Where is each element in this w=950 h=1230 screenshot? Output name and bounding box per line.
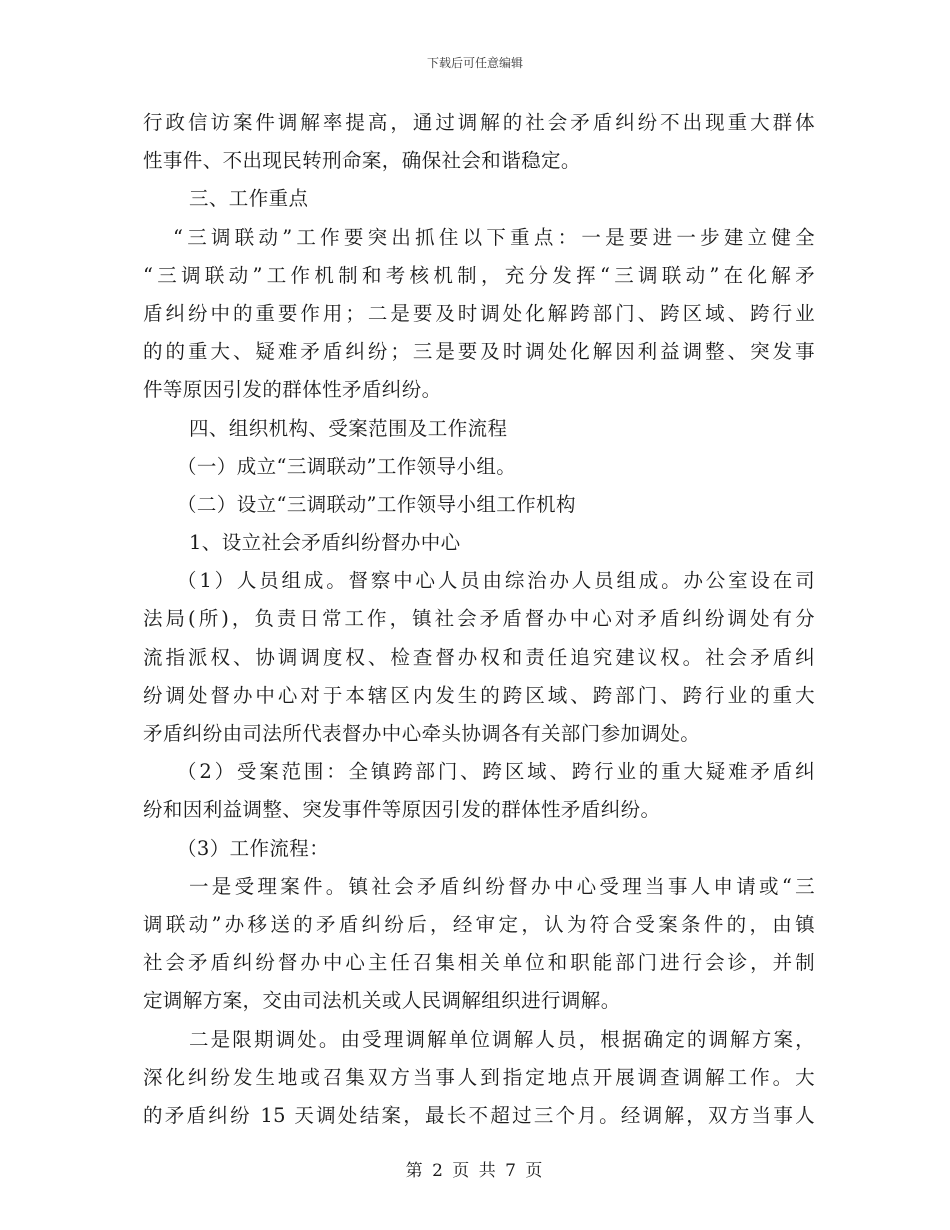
text-line: 纷调处督办中心对于本辖区内发生的跨区域、跨部门、跨行业的重大	[143, 683, 815, 707]
page-footer: 第 2 页 共 7 页	[405, 1161, 545, 1181]
text-line: “三调联动”工作要突出抓住以下重点：一是要进一步建立健全	[173, 225, 815, 249]
subsection-heading: （一）成立“三调联动”工作领导小组。	[177, 454, 517, 478]
text-line: 一是受理案件。镇社会矛盾纠纷督办中心受理当事人申请或“三	[189, 874, 815, 898]
text-line: 行政信访案件调解率提高，通过调解的社会矛盾纠纷不出现重大群体	[143, 111, 815, 134]
text-line: 定调解方案，交由司法机关或人民调解组织进行调解。	[143, 989, 621, 1013]
text-line: 性事件、不出现民转刑命案，确保社会和谐稳定。	[143, 149, 581, 173]
text-line: 纷和因利益调整、突发事件等原因引发的群体性矛盾纠纷。	[143, 798, 661, 822]
text-line: 社会矛盾纠纷督办中心主任召集相关单位和职能部门进行会诊，并制	[143, 951, 815, 975]
text-line: 件等原因引发的群体性矛盾纠纷。	[143, 378, 442, 402]
text-line: 矛盾纠纷由司法所代表督办中心牵头协调各有关部门参加调处。	[143, 722, 701, 745]
section-heading: 四、组织机构、受案范围及工作流程	[189, 416, 508, 440]
item-heading: （3）工作流程：	[177, 836, 330, 860]
text-line: 盾纠纷中的重要作用；二是要及时调处化解跨部门、跨区域、跨行业	[143, 301, 815, 325]
text-line: 二是限期调处。由受理调解单位调解人员，根据确定的调解方案，	[189, 1027, 815, 1051]
document-body	[143, 104, 815, 1135]
text-line: “三调联动”工作机制和考核机制，充分发挥“三调联动”在化解矛	[143, 263, 815, 287]
text-line: 法局(所)，负责日常工作，镇社会矛盾督办中心对矛盾纠纷调处有分	[143, 607, 815, 631]
section-heading: 三、工作重点	[189, 187, 309, 211]
text-line: 的的重大、疑难矛盾纠纷；三是要及时调处化解因利益调整、突发事	[143, 340, 815, 364]
text-line: 流指派权、协调调度权、检查督办权和责任追究建议权。社会矛盾纠	[143, 645, 815, 669]
text-line: （1）人员组成。督察中心人员由综治办人员组成。办公室设在司	[177, 569, 815, 593]
item-heading: 1、设立社会矛盾纠纷督办中心	[189, 531, 461, 555]
subsection-heading: （二）设立“三调联动”工作领导小组工作机构	[177, 492, 576, 516]
text-line: 的矛盾纠纷 15 天调处结案，最长不超过三个月。经调解，双方当事人	[143, 1103, 815, 1127]
text-line: 深化纠纷发生地或召集双方当事人到指定地点开展调查调解工作。大	[143, 1065, 815, 1089]
text-line: 调联动”办移送的矛盾纠纷后，经审定，认为符合受案条件的，由镇	[143, 912, 815, 936]
page-header: 下载后可任意编辑	[426, 56, 523, 70]
text-line: （2）受案范围：全镇跨部门、跨区域、跨行业的重大疑难矛盾纠	[177, 760, 815, 784]
